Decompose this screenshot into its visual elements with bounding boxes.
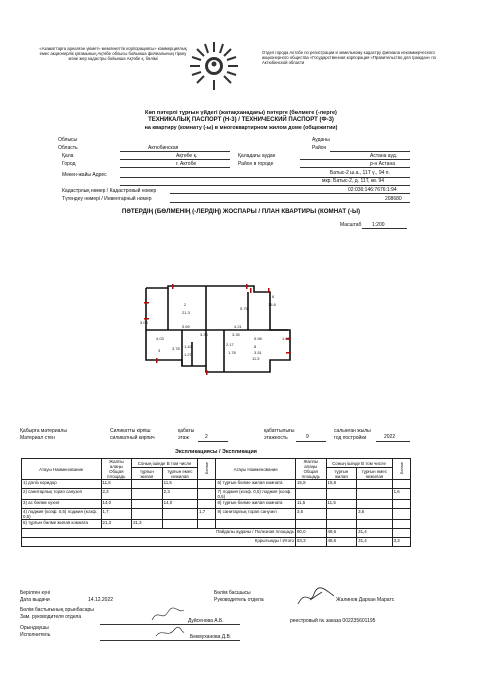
expl-title: Экспликациясы / Экспликация — [175, 449, 257, 455]
head-name: Жалинов Дархан Маратс — [336, 597, 395, 603]
col-header-nezhil-left: тұрғын емес нежилая — [162, 468, 197, 480]
scale-value: 1:200 — [372, 222, 385, 228]
table-row: 3) ас бөлме кухня 14,0 14,0 8) тұрғын бөлме жилая комната 11,5 11,5 — [22, 500, 411, 509]
issued-date: 14.12.2022 — [88, 597, 114, 603]
dim-598: 5.98 — [254, 336, 262, 341]
executor-label-kz: Орындаушы — [20, 625, 49, 631]
wall-material-label-kz: Қабырға материалы — [20, 428, 67, 434]
build-year-label-ru: год постройки — [334, 435, 367, 441]
deputy-label-ru: Зам. руководителя отдела — [20, 614, 82, 620]
dim-102: 1.02 — [282, 336, 290, 341]
dim-303: 3.03 — [140, 320, 148, 325]
kala-audan-label: Қаладағы аудан — [238, 153, 276, 159]
deputy-label-kz: Бөлім бастығының орынбасары — [20, 607, 94, 613]
col-header-room-left: Бөлме — [204, 462, 210, 475]
floor-value: 2 — [205, 434, 208, 440]
right-org-text: Отдел города Актобе по регистрации и земельному кадастру филиала некоммерческого акционерного общества «Государственная корпорация «Правительство для граждан» по Актюбинской области — [262, 50, 436, 65]
room-2-number: 2 — [184, 302, 187, 307]
plan-heading: ПӘТЕРДІҢ (БӨЛМЕНІҢ (-ЛЕРДІҢ) ЖОСПАРЫ / ПЛАН КВАРТИРЫ (КОМНАТ (-Ы) — [121, 208, 361, 215]
floors-count-label-ru: этажность — [264, 435, 288, 441]
head-label-ru: Руководитель отдела — [214, 597, 264, 603]
issued-label-ru: Дата выдачи — [20, 597, 50, 603]
dim-403: 4.03 — [156, 336, 164, 341]
kala-value: Ақтөбе қ. — [176, 153, 198, 159]
dim-421: 4.21 — [234, 324, 242, 329]
dim-178: 1.78 — [228, 350, 236, 355]
floor-plan — [136, 280, 300, 384]
dim-335: 3.35 — [232, 332, 240, 337]
floor-label-kz: қабаты — [178, 428, 195, 434]
build-year-value: 2022 — [384, 434, 396, 440]
raion-value-kz: Астана ауд. — [370, 153, 398, 159]
col-header-zhil-right: тұрғын жилая — [326, 468, 357, 480]
col-header-zhil-left: тұрғын жилая — [132, 468, 163, 480]
col-header-total-right: Жалпы алаңы Общая площадь — [295, 459, 326, 480]
table-row: 5) тұрғын бөлме жилая комната 21,3 21,3 — [22, 520, 411, 529]
dim-333: 3.33 — [200, 332, 208, 337]
executor-name: Бекмуханова Д.В. — [190, 634, 232, 640]
address-value-kz: Батыс-2 ш.а., 11Т ү., 94 п. — [330, 170, 390, 176]
gorod-label: Город — [62, 161, 76, 167]
wall-material-value-kz: Силикатты кірпіш — [110, 428, 151, 434]
table-row: 4) лоджия (коэф. 0,5) лоджия (коэф. 0,5) 1,7 1,7 9) санитарлық торап санузел 3,6 3,6 — [22, 509, 411, 520]
col-header-room-right: Бөлме — [398, 462, 404, 475]
raion-label: Район — [312, 145, 327, 151]
raion-gorod-label: Район в городе — [238, 161, 274, 167]
dim-575: 5.75 — [240, 306, 248, 311]
col-header-name-left: Атауы Наименование — [22, 459, 102, 480]
build-year-label-kz: салынған жылы — [334, 428, 371, 434]
dim-217: 2.17 — [226, 342, 234, 347]
col-header-total-left: Жалпы алаңы Общая площадь — [101, 459, 132, 480]
dim-142: 1.42 — [184, 344, 192, 349]
room-6-number: 6 — [272, 294, 275, 299]
dim-351: 3.51 — [254, 350, 262, 355]
wall-material-label-ru: Материал стен — [20, 435, 55, 441]
order-number: реестровый № заказа 002235601195 — [290, 618, 376, 624]
raion-value-ru: р-н Астана — [370, 161, 395, 167]
explication-table — [21, 458, 411, 547]
table-row: 2) санитарлық торап санузел 2,3 2,3 7) лоджия (коэф. 0,5) лоджия (коэф. 0,5) 1,6 — [22, 489, 411, 500]
room-2-area: 21.3 — [182, 310, 190, 315]
col-header-nezhil-right: тұрғын емес нежилая — [357, 468, 392, 480]
col-header-including-right: Соның ішінде В том числе — [326, 459, 392, 468]
signature-executor — [154, 626, 186, 640]
gorod-value: г. Актобе — [176, 161, 197, 167]
emblem-logo — [188, 40, 240, 92]
title-ru: на квартиру (комнату (-ы) в многоквартирном жилом доме (общежитии) — [144, 125, 338, 131]
scale-label: Масштаб — [340, 222, 362, 228]
floors-count-label-kz: қабаттылығы — [264, 428, 295, 434]
floor-label-ru: этаж — [178, 435, 189, 441]
kala-label: Қала — [62, 153, 74, 159]
cadastral-value: 02:036:146:7676:1:94 — [348, 187, 397, 193]
inventory-value: 208680 — [385, 196, 402, 202]
oblys-label: Облысы — [58, 137, 78, 143]
left-org-text: «Азаматтарға арналған үкімет» мемлекеттік корпорациясы» коммерциялық емес акционерлік қоғамының Ақтөбе облысы бойынша филиалының тіркеу және жер кадастры бойынша Ақтөбе қ. бөлімі — [39, 46, 187, 61]
signature-deputy — [150, 606, 186, 624]
title-kz: Көп пәтерлі тұрғын үйдегі (жатақханадағы) пәтерге (бөлмеге (-лерге) — [145, 110, 337, 116]
title-main: ТЕХНИКАЛЫҚ ПАСПОРТ (Н-3) / ТЕХНИЧЕСКИЙ ПАСПОРТ (Ф-3) — [148, 117, 334, 123]
table-total-row: Қорытынды / Итого 83,3 48,6 31,4 3,3 — [22, 538, 411, 547]
oblast-value: Актюбинская — [148, 145, 179, 151]
signature-head — [296, 586, 336, 608]
deputy-name: Дүйсенова А.Б. — [188, 618, 224, 624]
wall-material-value-ru: силикатный кирпич — [110, 435, 155, 441]
address-label: Мекен-жайы Адрес — [62, 172, 107, 178]
address-value-ru: мкр. Батыс-2, д. 11Т, кв. 94 — [322, 178, 385, 184]
room-6-area: 15.8 — [268, 302, 276, 307]
oblast-label: Область — [58, 145, 78, 151]
cadastral-label: Кадастрлық нөмер / Кадастровый номер — [62, 188, 157, 194]
dim-378: 3.78 — [172, 346, 180, 351]
dim-569: 5.69 — [182, 324, 190, 329]
head-label-kz: Бөлім басшысы — [214, 590, 251, 596]
issued-label-kz: Берілген күні — [20, 590, 51, 596]
col-header-including-left: Соның ішінде В том числе — [132, 459, 198, 468]
audany-label: Ауданы — [312, 137, 330, 143]
inventory-label: Түгендеу нөмері / Инвентарный номер — [62, 196, 152, 202]
col-header-name-right: Атауы Наименование — [216, 459, 296, 480]
room-3-number: 3 — [158, 348, 161, 353]
table-total-row: Пайдалы ауданы / Полезная площадь 80,0 48,6 31,4 — [22, 529, 411, 538]
dim-127: 1.27 — [184, 352, 192, 357]
executor-label-ru: Исполнитель — [20, 632, 51, 638]
room-8-number: 8 — [254, 344, 257, 349]
room-8-area: 11.5 — [252, 356, 260, 361]
floors-count-value: 9 — [306, 434, 309, 440]
table-row: 1) дәліз коридор 11,5 11,5 6) тұрғын бөлме жилая комната 15,8 15,8 — [22, 480, 411, 489]
